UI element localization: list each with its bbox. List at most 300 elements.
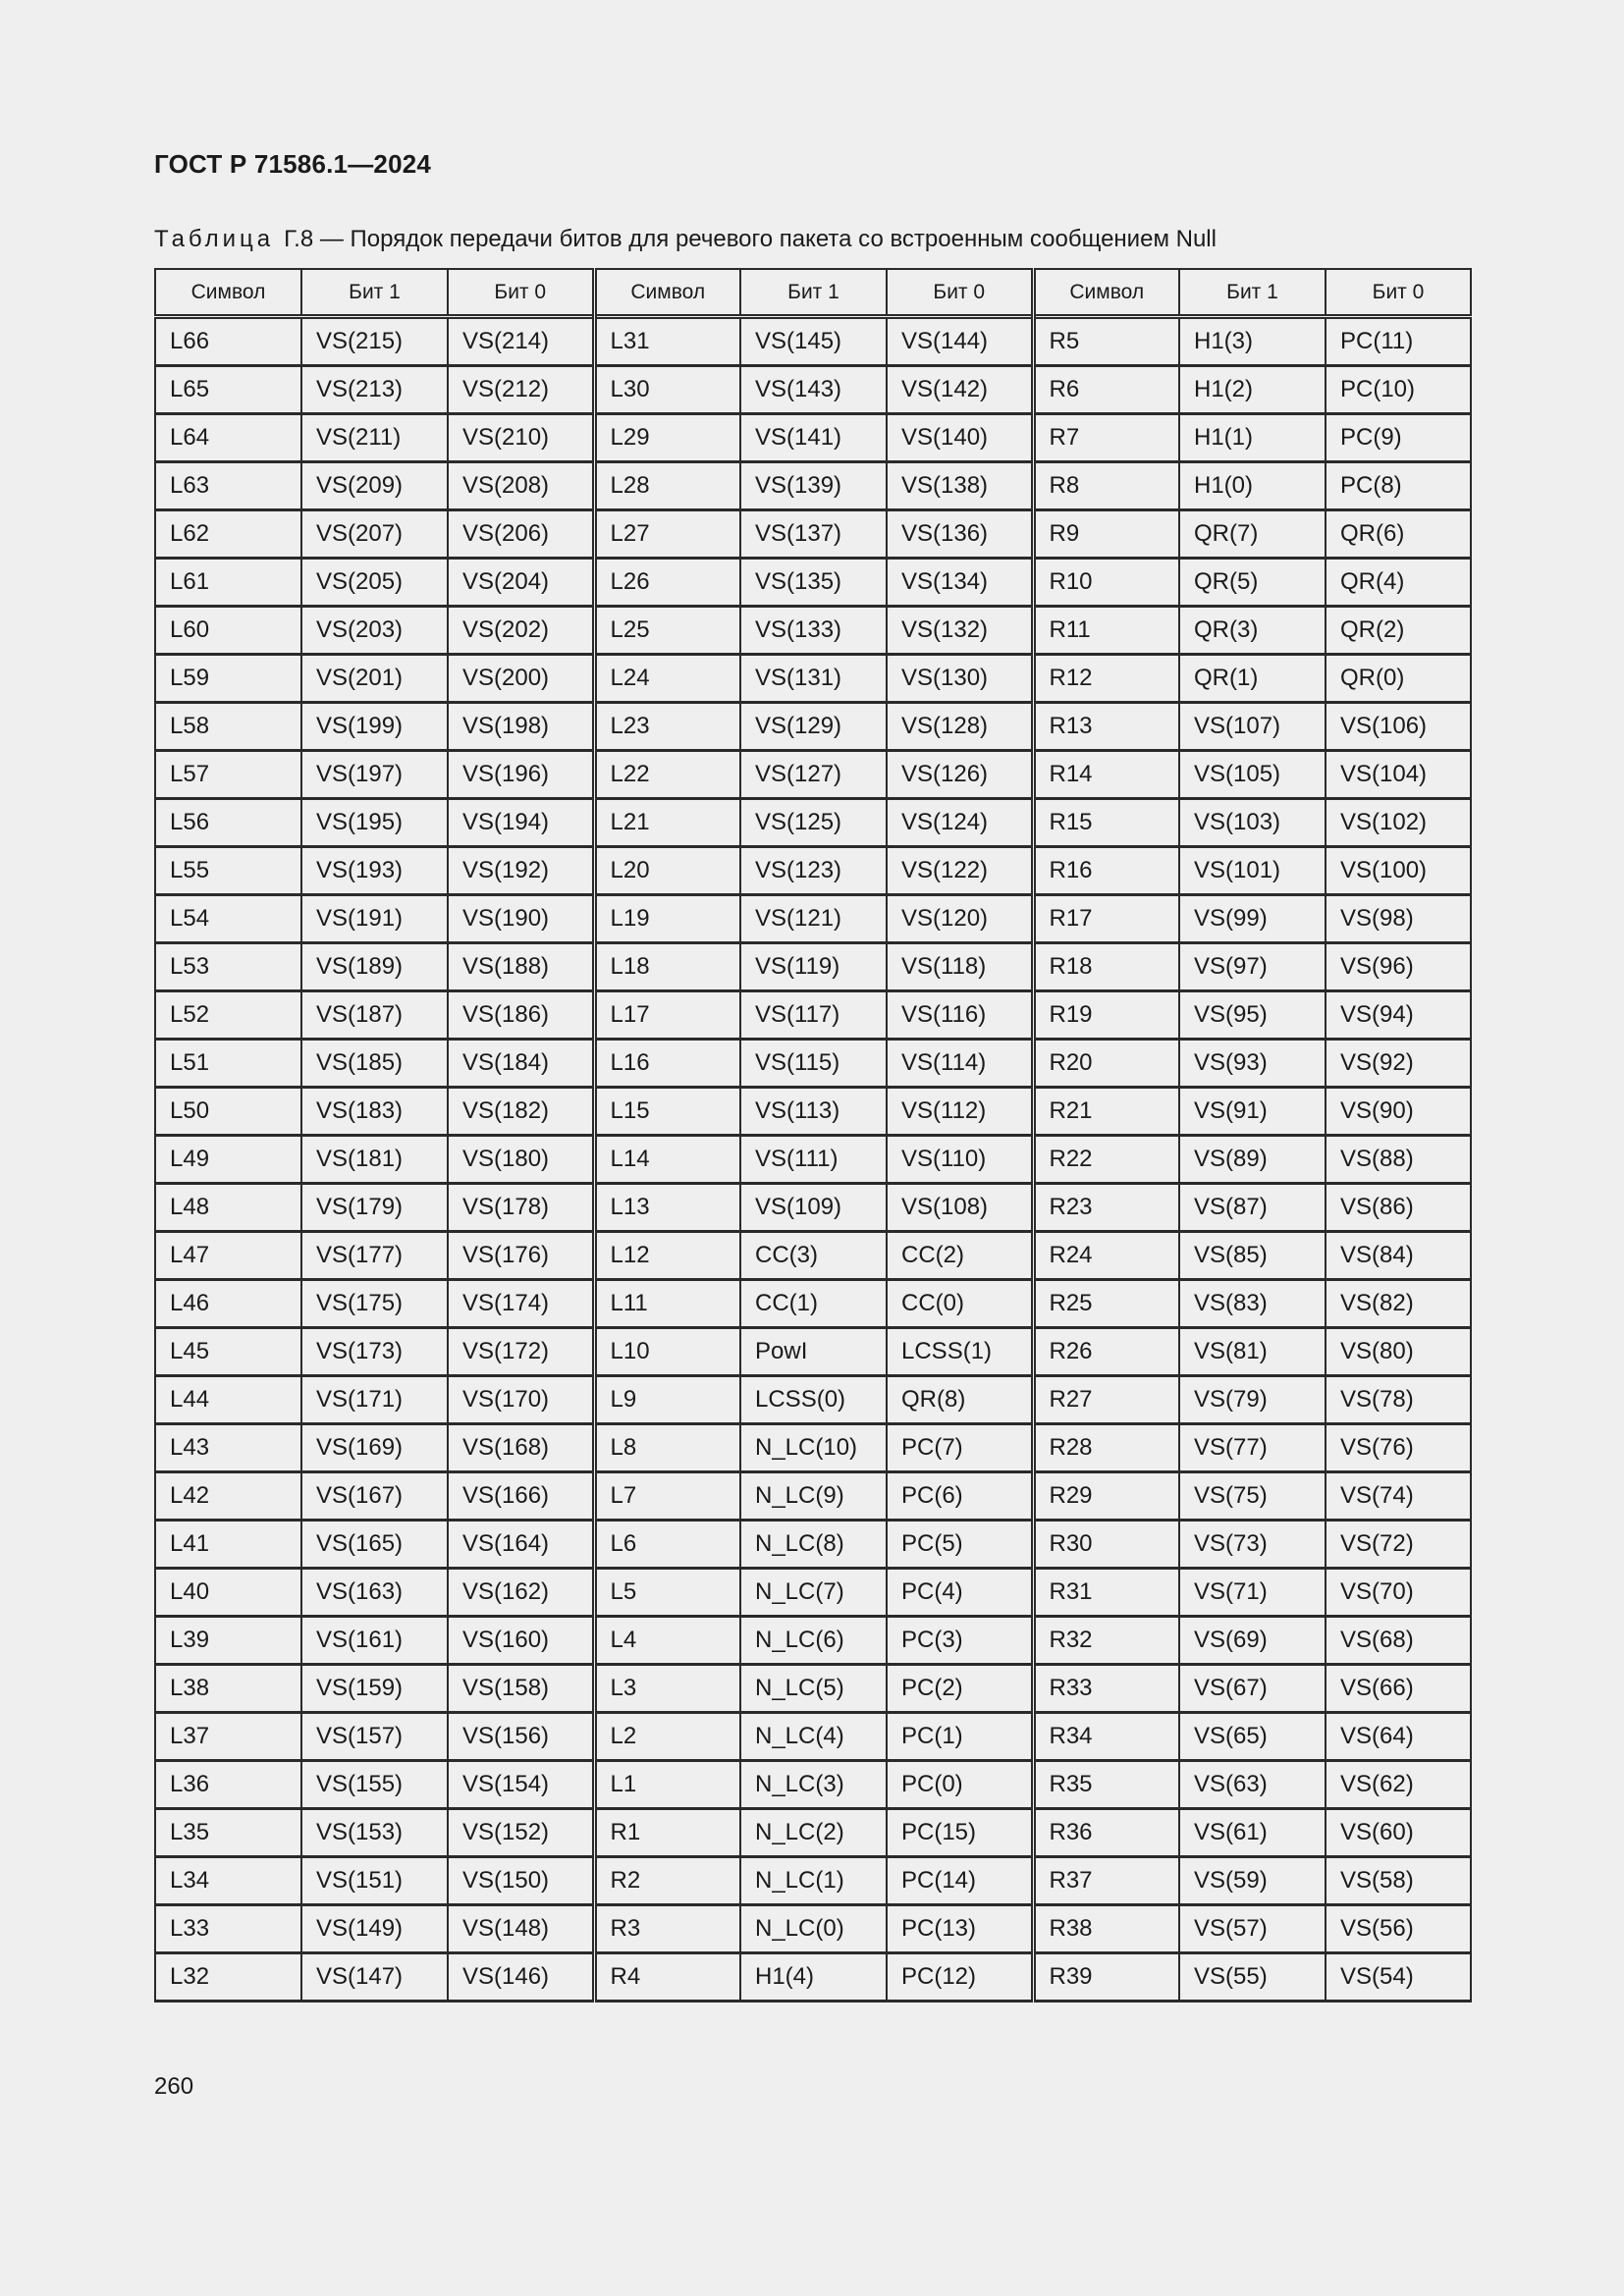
table-cell: VS(101): [1179, 847, 1326, 895]
column-header: Бит 1: [301, 269, 448, 317]
table-cell: L49: [155, 1136, 301, 1184]
table-cell: QR(5): [1179, 559, 1326, 607]
table-row: [155, 1857, 1471, 1905]
table-cell: L58: [155, 703, 301, 751]
table-cell: L25: [594, 607, 740, 655]
table-cell: VS(161): [301, 1617, 448, 1665]
table-cell: L14: [594, 1136, 740, 1184]
table-cell: R1: [594, 1809, 740, 1857]
table-cell: VS(113): [740, 1088, 887, 1136]
table-cell: VS(180): [448, 1136, 594, 1184]
table-cell: N_LC(2): [740, 1809, 887, 1857]
table-cell: PC(1): [887, 1713, 1033, 1761]
table-cell: VS(187): [301, 991, 448, 1040]
table-cell: VS(128): [887, 703, 1033, 751]
table-cell: N_LC(8): [740, 1521, 887, 1569]
table-cell: VS(200): [448, 655, 594, 703]
table-cell: VS(70): [1326, 1569, 1471, 1617]
table-cell: R15: [1033, 799, 1179, 847]
table-cell: PC(10): [1326, 366, 1471, 414]
table-cell: PC(2): [887, 1665, 1033, 1713]
table-cell: VS(165): [301, 1521, 448, 1569]
table-cell: QR(6): [1326, 510, 1471, 559]
table-cell: VS(111): [740, 1136, 887, 1184]
table-cell: L50: [155, 1088, 301, 1136]
table-cell: VS(90): [1326, 1088, 1471, 1136]
table-cell: L5: [594, 1569, 740, 1617]
table-cell: VS(124): [887, 799, 1033, 847]
table-body: [155, 317, 1471, 2002]
table-cell: VS(91): [1179, 1088, 1326, 1136]
table-cell: VS(112): [887, 1088, 1033, 1136]
table-cell: VS(162): [448, 1569, 594, 1617]
table-row: [155, 751, 1471, 799]
table-cell: R10: [1033, 559, 1179, 607]
table-cell: VS(58): [1326, 1857, 1471, 1905]
table-cell: R3: [594, 1905, 740, 1953]
table-cell: QR(2): [1326, 607, 1471, 655]
table-row: [155, 1665, 1471, 1713]
table-cell: L29: [594, 414, 740, 462]
table-cell: VS(127): [740, 751, 887, 799]
table-cell: VS(213): [301, 366, 448, 414]
table-cell: R2: [594, 1857, 740, 1905]
table-cell: PC(6): [887, 1472, 1033, 1521]
table-cell: VS(195): [301, 799, 448, 847]
table-cell: QR(8): [887, 1376, 1033, 1424]
table-cell: R25: [1033, 1280, 1179, 1328]
table-cell: L27: [594, 510, 740, 559]
table-caption-label: Таблица: [154, 226, 275, 252]
table-cell: VS(94): [1326, 991, 1471, 1040]
table-cell: VS(207): [301, 510, 448, 559]
table-cell: L19: [594, 895, 740, 943]
table-cell: LCSS(1): [887, 1328, 1033, 1376]
table-row: [155, 1088, 1471, 1136]
table-cell: L1: [594, 1761, 740, 1809]
table-cell: VS(123): [740, 847, 887, 895]
table-cell: L52: [155, 991, 301, 1040]
table-cell: VS(147): [301, 1953, 448, 2002]
table-cell: L8: [594, 1424, 740, 1472]
table-cell: R4: [594, 1953, 740, 2002]
table-cell: VS(96): [1326, 943, 1471, 991]
table-cell: VS(104): [1326, 751, 1471, 799]
table-cell: VS(103): [1179, 799, 1326, 847]
table-cell: VS(110): [887, 1136, 1033, 1184]
table-cell: VS(73): [1179, 1521, 1326, 1569]
table-cell: VS(95): [1179, 991, 1326, 1040]
table-row: [155, 559, 1471, 607]
table-cell: L45: [155, 1328, 301, 1376]
table-cell: VS(190): [448, 895, 594, 943]
table-cell: R23: [1033, 1184, 1179, 1232]
table-cell: VS(74): [1326, 1472, 1471, 1521]
table-cell: VS(92): [1326, 1040, 1471, 1088]
table-cell: VS(137): [740, 510, 887, 559]
table-cell: VS(108): [887, 1184, 1033, 1232]
table-cell: VS(133): [740, 607, 887, 655]
table-cell: L16: [594, 1040, 740, 1088]
table-cell: L3: [594, 1665, 740, 1713]
table-cell: R33: [1033, 1665, 1179, 1713]
table-cell: L42: [155, 1472, 301, 1521]
table-cell: H1(3): [1179, 317, 1326, 366]
table-cell: R32: [1033, 1617, 1179, 1665]
table-cell: QR(7): [1179, 510, 1326, 559]
table-cell: L34: [155, 1857, 301, 1905]
table-row: [155, 1569, 1471, 1617]
table-cell: VS(85): [1179, 1232, 1326, 1280]
table-cell: R12: [1033, 655, 1179, 703]
table-row: [155, 1232, 1471, 1280]
table-cell: VS(55): [1179, 1953, 1326, 2002]
table-cell: VS(75): [1179, 1472, 1326, 1521]
table-row: [155, 1521, 1471, 1569]
table-cell: VS(177): [301, 1232, 448, 1280]
table-cell: VS(175): [301, 1280, 448, 1328]
table-cell: VS(208): [448, 462, 594, 510]
table-cell: VS(132): [887, 607, 1033, 655]
table-cell: QR(0): [1326, 655, 1471, 703]
table-cell: VS(98): [1326, 895, 1471, 943]
table-cell: PC(12): [887, 1953, 1033, 2002]
table-row: [155, 1136, 1471, 1184]
table-cell: VS(199): [301, 703, 448, 751]
table-cell: VS(87): [1179, 1184, 1326, 1232]
table-cell: VS(194): [448, 799, 594, 847]
table-cell: R17: [1033, 895, 1179, 943]
table-cell: VS(142): [887, 366, 1033, 414]
table-cell: VS(186): [448, 991, 594, 1040]
table-cell: VS(114): [887, 1040, 1033, 1088]
table-cell: VS(183): [301, 1088, 448, 1136]
table-cell: VS(122): [887, 847, 1033, 895]
table-cell: VS(176): [448, 1232, 594, 1280]
table-cell: VS(86): [1326, 1184, 1471, 1232]
table-cell: VS(67): [1179, 1665, 1326, 1713]
table-cell: VS(61): [1179, 1809, 1326, 1857]
table-cell: L26: [594, 559, 740, 607]
table-cell: L10: [594, 1328, 740, 1376]
table-cell: VS(209): [301, 462, 448, 510]
table-cell: VS(192): [448, 847, 594, 895]
table-cell: L51: [155, 1040, 301, 1088]
table-cell: R29: [1033, 1472, 1179, 1521]
table-cell: L63: [155, 462, 301, 510]
table-cell: VS(156): [448, 1713, 594, 1761]
table-cell: QR(3): [1179, 607, 1326, 655]
table-cell: VS(66): [1326, 1665, 1471, 1713]
table-cell: PC(4): [887, 1569, 1033, 1617]
table-cell: VS(79): [1179, 1376, 1326, 1424]
table-cell: L37: [155, 1713, 301, 1761]
table-cell: VS(188): [448, 943, 594, 991]
table-cell: CC(2): [887, 1232, 1033, 1280]
table-cell: L21: [594, 799, 740, 847]
table-cell: L23: [594, 703, 740, 751]
table-cell: VS(154): [448, 1761, 594, 1809]
table-cell: VS(201): [301, 655, 448, 703]
table-cell: L11: [594, 1280, 740, 1328]
table-cell: VS(99): [1179, 895, 1326, 943]
table-cell: R22: [1033, 1136, 1179, 1184]
column-header: Бит 1: [1179, 269, 1326, 317]
table-cell: VS(193): [301, 847, 448, 895]
table-cell: VS(100): [1326, 847, 1471, 895]
table-cell: VS(119): [740, 943, 887, 991]
bit-order-table: [154, 268, 1472, 2002]
table-cell: VS(118): [887, 943, 1033, 991]
column-header: Бит 0: [448, 269, 594, 317]
table-cell: VS(106): [1326, 703, 1471, 751]
table-cell: PC(11): [1326, 317, 1471, 366]
table-cell: L2: [594, 1713, 740, 1761]
table-cell: VS(163): [301, 1569, 448, 1617]
table-cell: L36: [155, 1761, 301, 1809]
table-cell: VS(141): [740, 414, 887, 462]
table-cell: VS(81): [1179, 1328, 1326, 1376]
table-cell: VS(211): [301, 414, 448, 462]
table-cell: L7: [594, 1472, 740, 1521]
table-cell: L56: [155, 799, 301, 847]
table-cell: VS(178): [448, 1184, 594, 1232]
table-cell: VS(105): [1179, 751, 1326, 799]
table-cell: L15: [594, 1088, 740, 1136]
table-cell: R14: [1033, 751, 1179, 799]
table-cell: VS(65): [1179, 1713, 1326, 1761]
table-cell: VS(102): [1326, 799, 1471, 847]
table-cell: R36: [1033, 1809, 1179, 1857]
table-cell: R21: [1033, 1088, 1179, 1136]
table-cell: VS(159): [301, 1665, 448, 1713]
table-cell: L32: [155, 1953, 301, 2002]
table-cell: VS(57): [1179, 1905, 1326, 1953]
table-cell: VS(71): [1179, 1569, 1326, 1617]
table-cell: VS(148): [448, 1905, 594, 1953]
table-cell: L66: [155, 317, 301, 366]
table-row: [155, 1424, 1471, 1472]
table-cell: QR(1): [1179, 655, 1326, 703]
table-row: [155, 1472, 1471, 1521]
table-cell: VS(204): [448, 559, 594, 607]
table-cell: PC(5): [887, 1521, 1033, 1569]
table-cell: VS(54): [1326, 1953, 1471, 2002]
table-cell: L57: [155, 751, 301, 799]
table-cell: PC(0): [887, 1761, 1033, 1809]
table-cell: VS(83): [1179, 1280, 1326, 1328]
table-cell: VS(59): [1179, 1857, 1326, 1905]
table-cell: VS(185): [301, 1040, 448, 1088]
table-cell: VS(168): [448, 1424, 594, 1472]
table-cell: N_LC(1): [740, 1857, 887, 1905]
table-cell: L54: [155, 895, 301, 943]
table-cell: R18: [1033, 943, 1179, 991]
table-cell: VS(120): [887, 895, 1033, 943]
table-cell: L43: [155, 1424, 301, 1472]
table-cell: L12: [594, 1232, 740, 1280]
table-cell: VS(77): [1179, 1424, 1326, 1472]
table-cell: VS(107): [1179, 703, 1326, 751]
table-cell: VS(88): [1326, 1136, 1471, 1184]
table-row: [155, 655, 1471, 703]
table-row: [155, 703, 1471, 751]
table-cell: L9: [594, 1376, 740, 1424]
table-cell: CC(1): [740, 1280, 887, 1328]
table-cell: VS(89): [1179, 1136, 1326, 1184]
table-cell: VS(153): [301, 1809, 448, 1857]
table-row: [155, 1905, 1471, 1953]
table-cell: L64: [155, 414, 301, 462]
table-cell: R8: [1033, 462, 1179, 510]
table-cell: L31: [594, 317, 740, 366]
table-cell: L44: [155, 1376, 301, 1424]
table-cell: R7: [1033, 414, 1179, 462]
table-row: [155, 317, 1471, 366]
table-cell: R24: [1033, 1232, 1179, 1280]
table-cell: VS(76): [1326, 1424, 1471, 1472]
table-row: [155, 1713, 1471, 1761]
table-cell: N_LC(4): [740, 1713, 887, 1761]
table-cell: R38: [1033, 1905, 1179, 1953]
table-cell: VS(197): [301, 751, 448, 799]
table-cell: N_LC(3): [740, 1761, 887, 1809]
table-cell: N_LC(0): [740, 1905, 887, 1953]
table-cell: R6: [1033, 366, 1179, 414]
table-row: [155, 366, 1471, 414]
table-cell: VS(149): [301, 1905, 448, 1953]
table-cell: VS(172): [448, 1328, 594, 1376]
table-cell: L17: [594, 991, 740, 1040]
table-cell: VS(182): [448, 1088, 594, 1136]
page-number: 260: [154, 2073, 194, 2100]
table-cell: R20: [1033, 1040, 1179, 1088]
table-cell: VS(155): [301, 1761, 448, 1809]
table-cell: VS(130): [887, 655, 1033, 703]
table-cell: L24: [594, 655, 740, 703]
table-cell: VS(160): [448, 1617, 594, 1665]
table-cell: VS(166): [448, 1472, 594, 1521]
table-cell: VS(191): [301, 895, 448, 943]
table-cell: PC(7): [887, 1424, 1033, 1472]
table-cell: L35: [155, 1809, 301, 1857]
column-header: Символ: [155, 269, 301, 317]
table-cell: L62: [155, 510, 301, 559]
table-cell: VS(146): [448, 1953, 594, 2002]
column-header: Бит 0: [887, 269, 1033, 317]
table-cell: VS(143): [740, 366, 887, 414]
table-cell: L46: [155, 1280, 301, 1328]
table-cell: VS(173): [301, 1328, 448, 1376]
table-cell: VS(62): [1326, 1761, 1471, 1809]
table-cell: VS(203): [301, 607, 448, 655]
table-cell: R26: [1033, 1328, 1179, 1376]
table-cell: VS(69): [1179, 1617, 1326, 1665]
table-cell: L41: [155, 1521, 301, 1569]
table-cell: VS(144): [887, 317, 1033, 366]
table-cell: L38: [155, 1665, 301, 1713]
table-cell: VS(68): [1326, 1617, 1471, 1665]
table-cell: L59: [155, 655, 301, 703]
table-cell: L61: [155, 559, 301, 607]
table-cell: VS(117): [740, 991, 887, 1040]
table-cell: VS(60): [1326, 1809, 1471, 1857]
table-cell: L47: [155, 1232, 301, 1280]
table-cell: PC(3): [887, 1617, 1033, 1665]
table-header-row: [155, 269, 1471, 317]
table-cell: N_LC(6): [740, 1617, 887, 1665]
table-cell: R34: [1033, 1713, 1179, 1761]
table-row: [155, 1617, 1471, 1665]
table-cell: L13: [594, 1184, 740, 1232]
table-cell: VS(139): [740, 462, 887, 510]
table-cell: VS(84): [1326, 1232, 1471, 1280]
table-cell: VS(121): [740, 895, 887, 943]
table-cell: PowI: [740, 1328, 887, 1376]
table-cell: VS(196): [448, 751, 594, 799]
table-caption-text: Г.8 — Порядок передачи битов для речевого пакета со встроенным сообщением Null: [284, 226, 1217, 252]
table-cell: R37: [1033, 1857, 1179, 1905]
table-row: [155, 799, 1471, 847]
table-cell: R30: [1033, 1521, 1179, 1569]
table-cell: R9: [1033, 510, 1179, 559]
table-cell: PC(13): [887, 1905, 1033, 1953]
table-cell: L28: [594, 462, 740, 510]
table-cell: VS(138): [887, 462, 1033, 510]
table-cell: VS(129): [740, 703, 887, 751]
table-cell: VS(170): [448, 1376, 594, 1424]
table-cell: VS(56): [1326, 1905, 1471, 1953]
table-cell: VS(167): [301, 1472, 448, 1521]
table-cell: R16: [1033, 847, 1179, 895]
table-cell: VS(150): [448, 1857, 594, 1905]
table-cell: R11: [1033, 607, 1179, 655]
table-cell: L39: [155, 1617, 301, 1665]
table-cell: N_LC(10): [740, 1424, 887, 1472]
table-cell: VS(212): [448, 366, 594, 414]
table-cell: VS(215): [301, 317, 448, 366]
table-cell: R27: [1033, 1376, 1179, 1424]
table-cell: VS(140): [887, 414, 1033, 462]
table-row: [155, 1809, 1471, 1857]
table-cell: QR(4): [1326, 559, 1471, 607]
table-cell: R13: [1033, 703, 1179, 751]
table-cell: L48: [155, 1184, 301, 1232]
table-cell: L4: [594, 1617, 740, 1665]
table-cell: L55: [155, 847, 301, 895]
table-row: [155, 462, 1471, 510]
table-row: [155, 1280, 1471, 1328]
table-cell: VS(97): [1179, 943, 1326, 991]
table-cell: CC(0): [887, 1280, 1033, 1328]
table-cell: R28: [1033, 1424, 1179, 1472]
table-cell: VS(63): [1179, 1761, 1326, 1809]
table-cell: VS(82): [1326, 1280, 1471, 1328]
table-cell: R39: [1033, 1953, 1179, 2002]
table-cell: PC(14): [887, 1857, 1033, 1905]
table-cell: VS(164): [448, 1521, 594, 1569]
table-cell: LCSS(0): [740, 1376, 887, 1424]
table-row: [155, 414, 1471, 462]
table-cell: H1(4): [740, 1953, 887, 2002]
table-cell: PC(9): [1326, 414, 1471, 462]
table-row: [155, 607, 1471, 655]
table-cell: R31: [1033, 1569, 1179, 1617]
table-cell: VS(174): [448, 1280, 594, 1328]
table-cell: R5: [1033, 317, 1179, 366]
table-cell: VS(205): [301, 559, 448, 607]
table-row: [155, 847, 1471, 895]
